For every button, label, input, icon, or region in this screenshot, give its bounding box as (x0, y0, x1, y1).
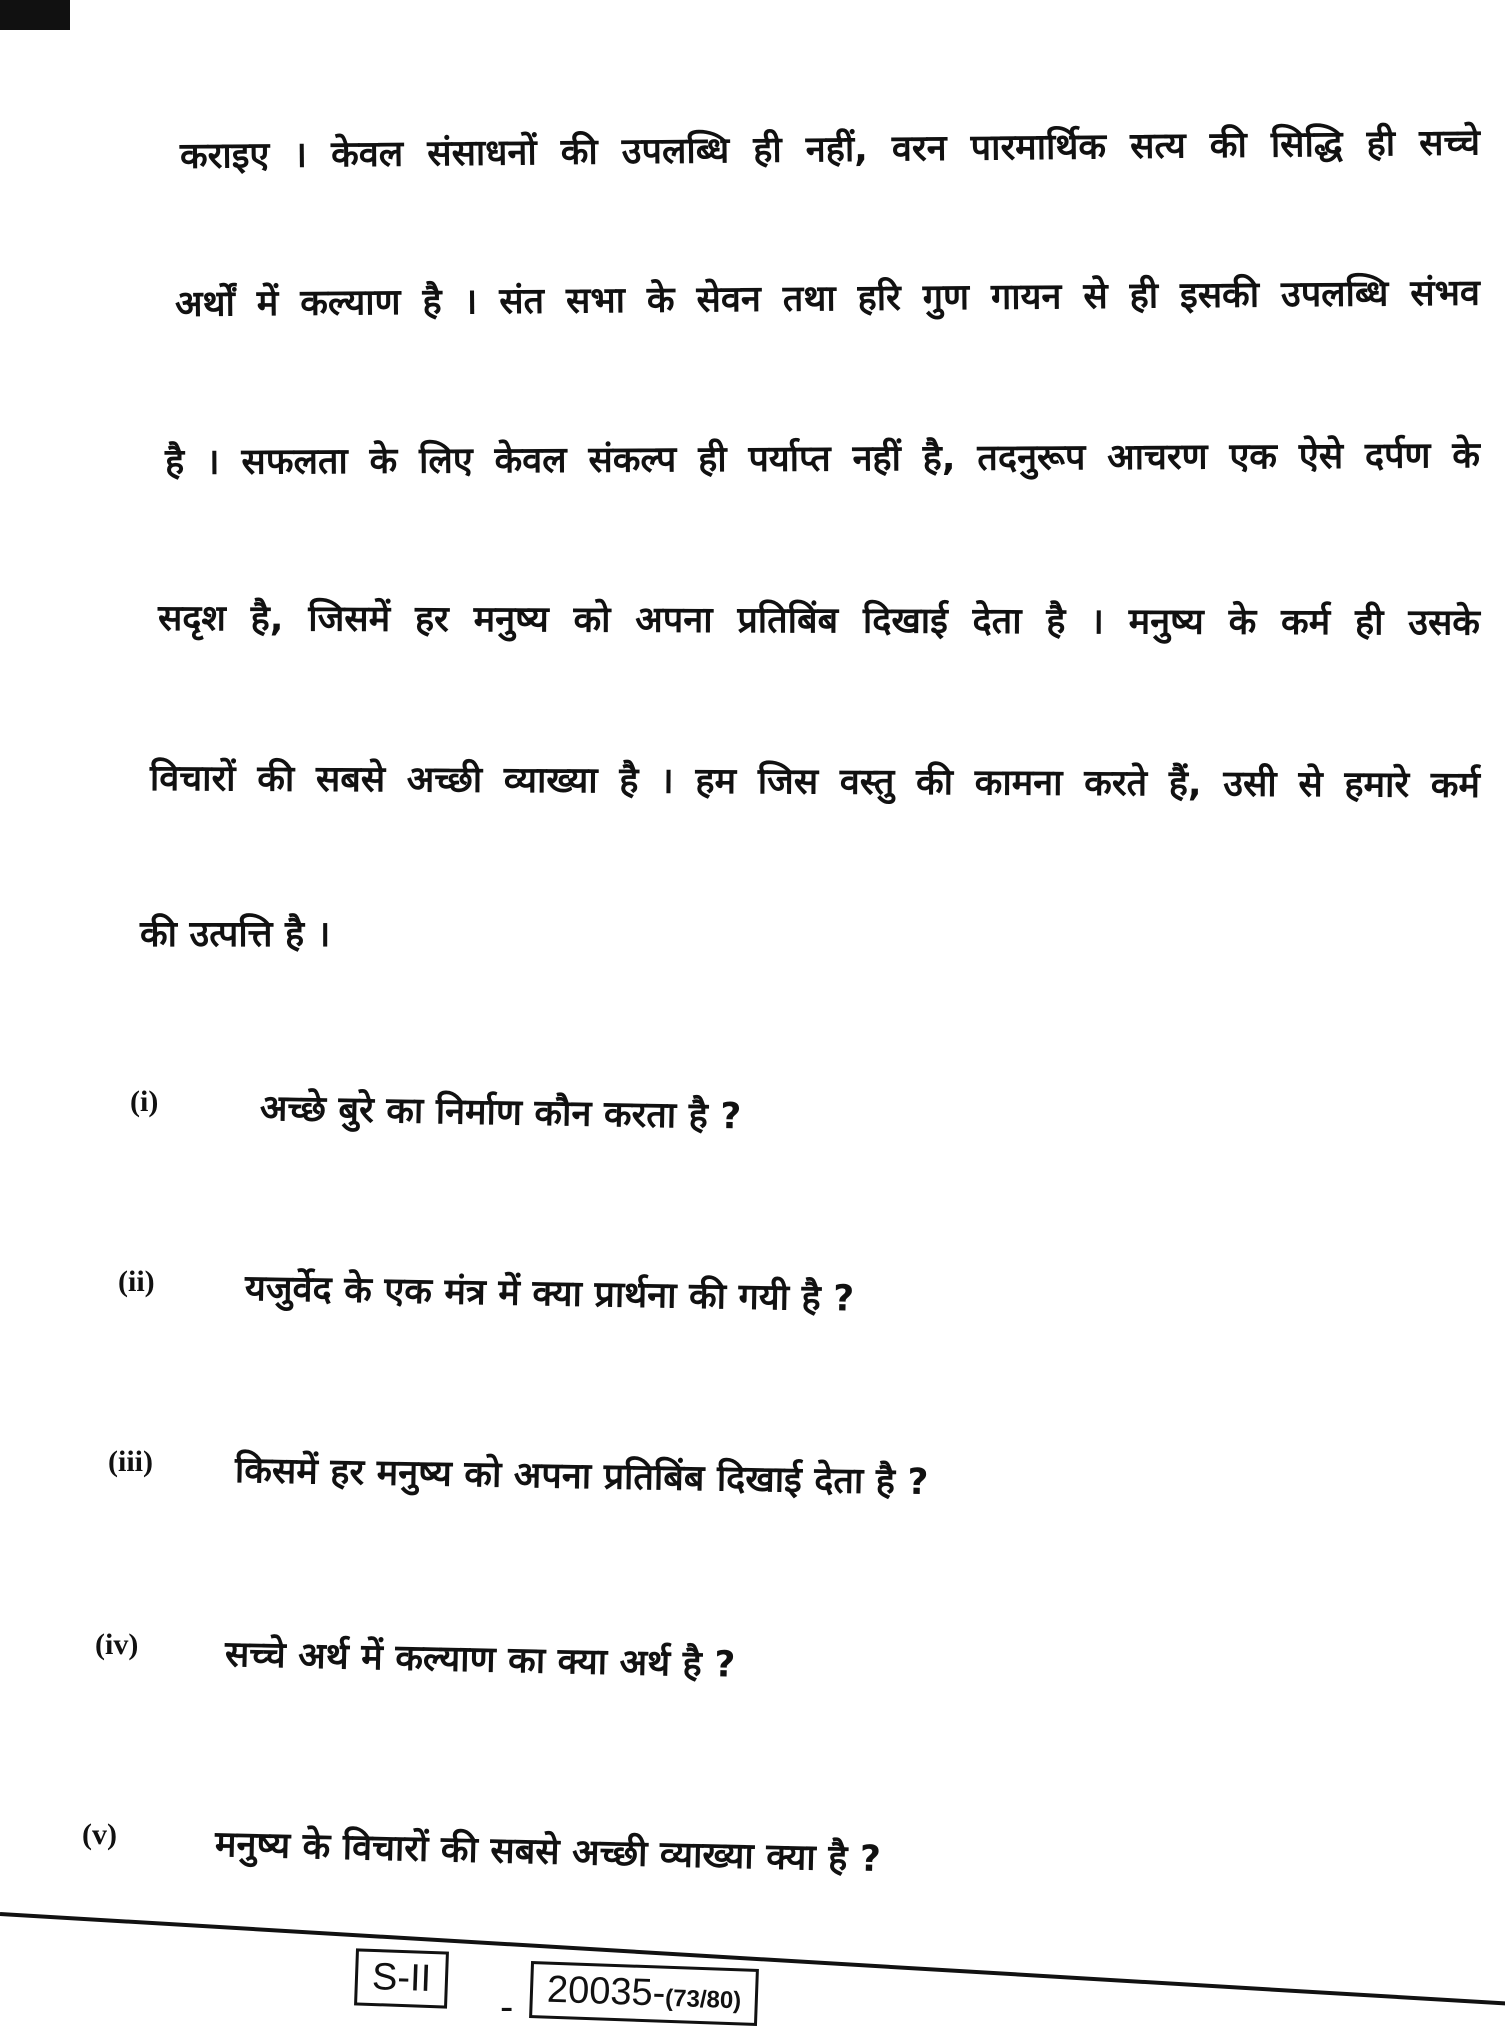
passage-line: सदृश है, जिसमें हर मनुष्य को अपना प्रतिबिंब दिखाई देता है । मनुष्य के कर्म ही उसके (157, 598, 1481, 644)
corner-marker (0, 0, 70, 30)
paper-code: 20035- (546, 1968, 667, 2015)
series-label: S-II (371, 1955, 432, 2001)
question-text: अच्छे बुरे का निर्माण कौन करता है ? (259, 1088, 742, 1138)
passage-line: है । सफलता के लिए केवल संकल्प ही पर्याप्त नहीं है, तदनुरूप आचरण एक ऐसे दर्पण के (164, 435, 1481, 483)
question-label: (ii) (118, 1265, 155, 1298)
series-box (354, 1948, 449, 2008)
passage-line: की उत्पत्ति है । (140, 914, 331, 955)
paper-code-box (529, 1961, 759, 2026)
passage-line: अर्थों में कल्याण है । संत सभा के सेवन तथा हरि गुण गायन से ही इसकी उपलब्धि संभव (174, 272, 1481, 325)
question-label: (v) (82, 1818, 117, 1851)
question-label: (iv) (95, 1628, 139, 1661)
question-text: किसमें हर मनुष्य को अपना प्रतिबिंब दिखाई देता है ? (234, 1450, 929, 1504)
question-text: मनुष्य के विचारों की सबसे अच्छी व्याख्या क्या है ? (214, 1824, 882, 1881)
footer-separator: - (500, 1985, 514, 2029)
question-text: यजुर्वेद के एक मंत्र में क्या प्रार्थना की गयी है ? (244, 1268, 855, 1320)
page-number: (73/80) (664, 1984, 742, 2015)
passage-line: विचारों की सबसे अच्छी व्याख्या है । हम जिस वस्तु की कामना करते हैं, उसी से हमारे कर्म (149, 758, 1481, 806)
question-label: (iii) (108, 1445, 153, 1478)
question-label: (i) (130, 1085, 159, 1118)
question-text: सच्चे अर्थ में कल्याण का क्या अर्थ है ? (224, 1634, 736, 1686)
passage-line: कराइए । केवल संसाधनों की उपलब्धि ही नहीं, वरन पारमार्थिक सत्य की सिद्धि ही सच्चे (179, 122, 1481, 177)
